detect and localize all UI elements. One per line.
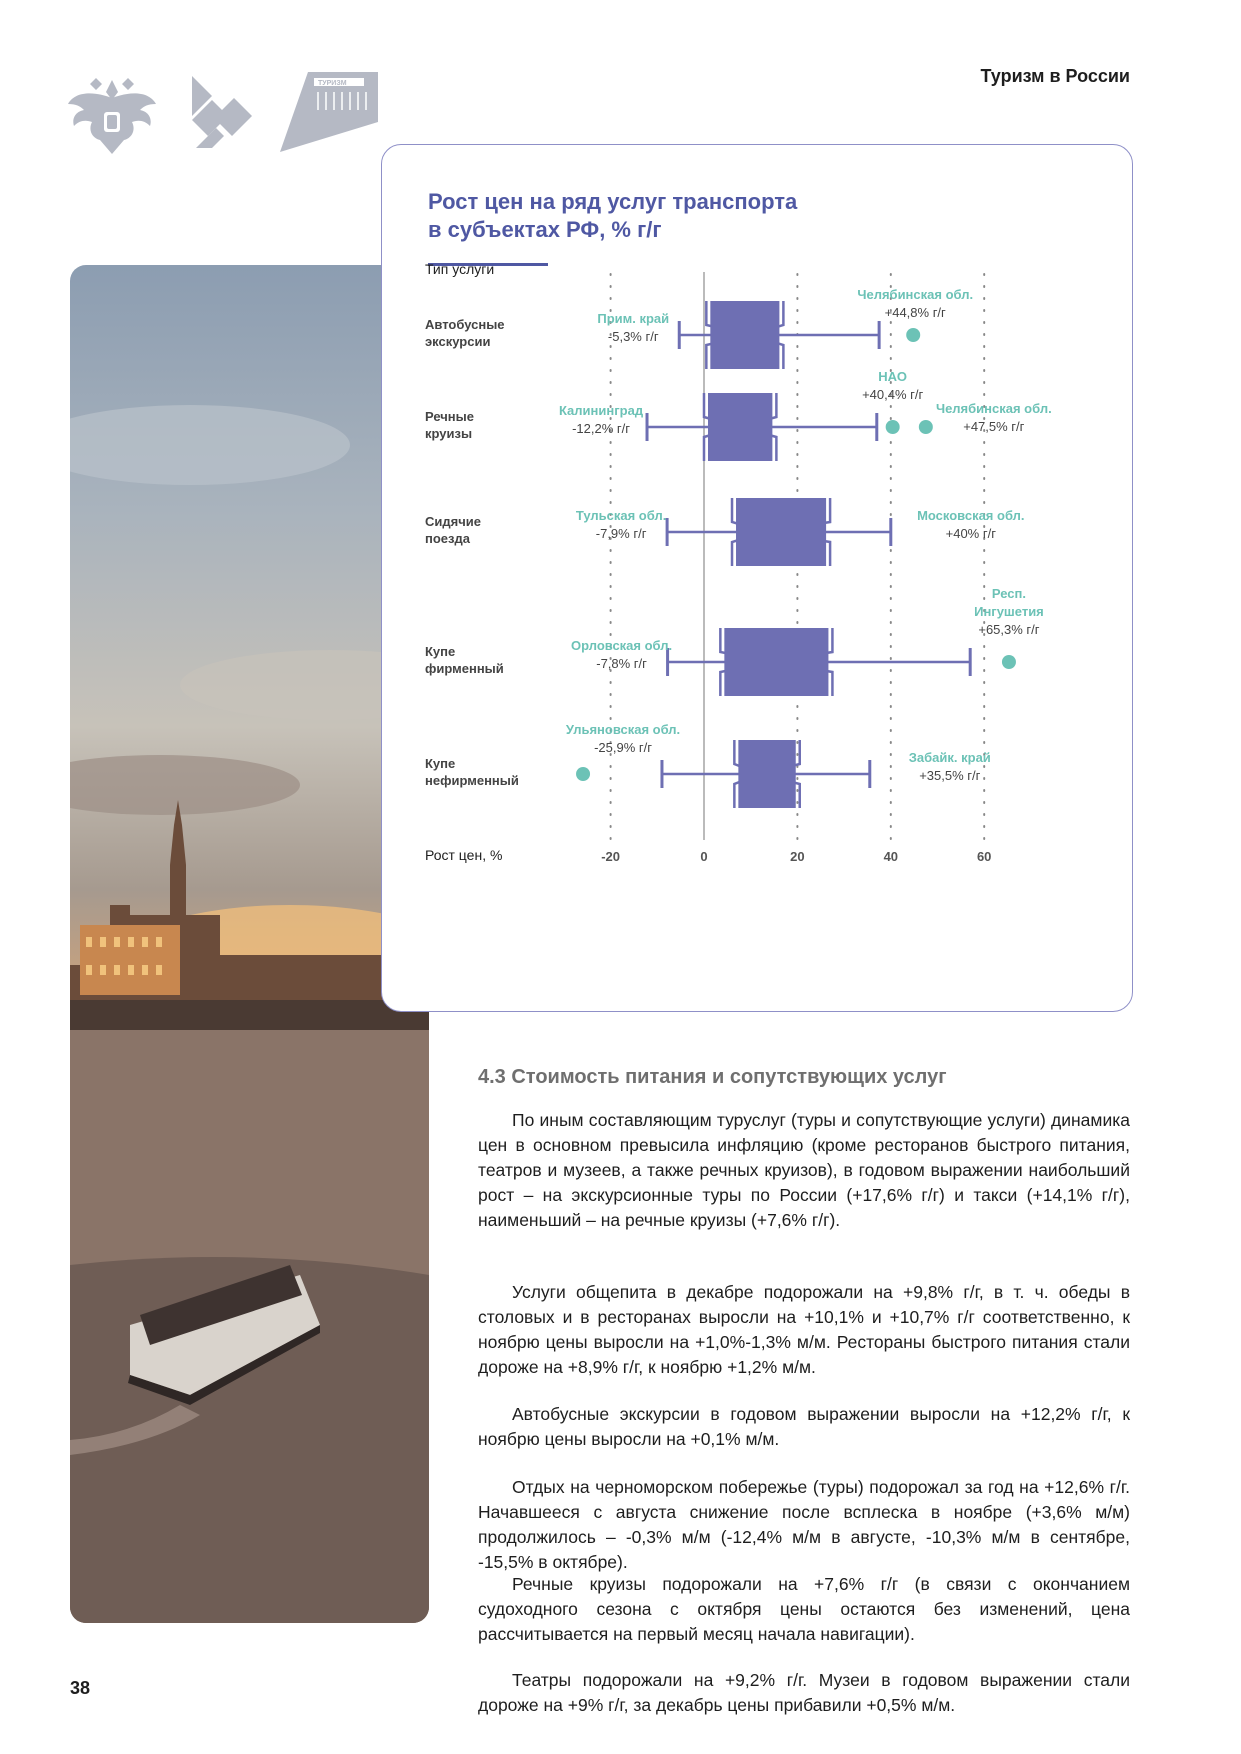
tourism-logo-text: ТУРИЗМ: [318, 80, 347, 87]
min-region-label: Тульская обл.: [575, 508, 667, 523]
y-axis-title: Тип услуги: [425, 261, 495, 277]
category-label: поезда: [425, 531, 470, 546]
chart-title-line-1: Рост цен на ряд услуг транспорта: [428, 189, 798, 214]
min-value-label: -7,9% г/г: [595, 526, 647, 541]
min-value-label: -7,8% г/г: [596, 656, 647, 671]
outlier-region-label: Ингушетия: [974, 604, 1044, 619]
paragraph-6: Театры подорожали на +9,2% г/г. Музеи в годовом выражении стали дороже на +9% г/г, за декабрь цены прибавили +0,5% м/м.: [478, 1670, 1130, 1715]
min-region-label: Калининград: [558, 403, 644, 418]
x-tick-label: 0: [700, 849, 708, 864]
outlier-value-label: +47,5% г/г: [963, 419, 1025, 434]
category-label: Речные: [425, 409, 474, 424]
paragraph-3: Автобусные экскурсии в годовом выражении выросли на +12,2% г/г, к ноябрю цены выросли на +0,1% м/м.: [478, 1404, 1130, 1449]
paragraph-2: Услуги общепита в декабре подорожали на +9,8% г/г, в т. ч. обеды в столовых и в ресторанах выросли на +10,1% и +10,7% г/г соответственно, к ноябрю цены выросли на +1,0%-1,3% м/м. Рестораны быстрого питания стали дороже на +8,9% г/г, к ноябрю +1,2% м/м.: [478, 1282, 1130, 1377]
category-label: Сидячие: [425, 514, 481, 529]
paragraph-4: Отдых на черноморском побережье (туры) подорожал за год на +12,6% г/г. Начавшееся с августа снижение после всплеска в ноябре (+3,6% м/м) продолжилось – -0,3% м/м (-12,4% м/м в августе, -10,3% м/м в сентябре, -15,5% в октябре).: [478, 1477, 1130, 1572]
min-value-label: -5,3% г/г: [607, 329, 659, 344]
x-tick-label: 60: [976, 849, 992, 864]
ministry-logo-icon: [188, 74, 254, 150]
outlier-point: [906, 328, 920, 342]
outlier-value-label: +44,8% г/г: [884, 305, 946, 320]
tourism-logo-icon: [278, 70, 382, 154]
category-label: Купе: [425, 644, 456, 659]
x-tick-label: -20: [601, 849, 620, 864]
max-value-label: +40% г/г: [945, 526, 996, 541]
outlier-point: [886, 420, 900, 434]
x-axis-title: Рост цен, %: [425, 847, 503, 863]
x-tick-label: 20: [790, 849, 805, 864]
paragraph-1: По иным составляющим туруслуг (туры и сопутствующие услуги) динамика цен в основном превысила инфляцию (кроме ресторанов быстрого питания, театров и музеев, а также речных круизов), в годовом выражении наибольший рост – на экскурсионные туры по России (+17,6% г/г) и такси (+14,1% г/г), наименьший – на речные круизы (+7,6% г/г).: [478, 1110, 1130, 1230]
min-value-label: -12,2% г/г: [572, 421, 630, 436]
box-iqr: [736, 498, 826, 566]
category-label: Автобусные: [425, 317, 505, 332]
category-label: нефирменный: [425, 773, 519, 788]
outlier-point: [576, 767, 590, 781]
outlier-value-label: +40,4% г/г: [862, 387, 924, 402]
category-label: экскурсии: [425, 334, 491, 349]
x-tick-label: 40: [883, 849, 899, 864]
max-region-label: Московская обл.: [917, 508, 1025, 523]
category-label: фирменный: [425, 661, 504, 676]
category-label: круизы: [425, 426, 473, 441]
box-iqr: [710, 301, 779, 369]
outlier-value-label: -25,9% г/г: [594, 740, 653, 755]
max-region-label: Забайк. край: [908, 750, 991, 765]
min-region-label: Орловская обл.: [571, 638, 673, 653]
photo-illustration: [70, 265, 429, 1623]
box-iqr: [738, 740, 795, 808]
coat-of-arms-icon: [66, 70, 158, 156]
moscow-river-photo: [70, 265, 429, 1623]
outlier-point: [919, 420, 933, 434]
outlier-region-label: Респ.: [991, 586, 1027, 601]
chart-title-line-2: в субъектах РФ, % г/г: [428, 217, 662, 242]
outlier-region-label: НАО: [878, 369, 908, 384]
outlier-point: [1002, 655, 1016, 669]
outlier-region-label: Ульяновская обл.: [565, 722, 681, 737]
section-heading: 4.3 Стоимость питания и сопутствующих услуг: [478, 1066, 947, 1088]
boxplot-chart: [381, 144, 1131, 1010]
box-iqr: [724, 628, 828, 696]
min-region-label: Прим. край: [597, 311, 670, 326]
paragraph-5: Речные круизы подорожали на +7,6% г/г (в связи с окончанием судоходного сезона с октября цены остаются без изменений, цена рассчитывается на первый месяц начала навигации).: [478, 1574, 1130, 1644]
category-label: Купе: [425, 756, 456, 771]
box-iqr: [708, 393, 772, 461]
outlier-region-label: Челябинская обл.: [857, 287, 974, 302]
outlier-region-label: Челябинская обл.: [935, 401, 1052, 416]
page-number: 38: [70, 1678, 91, 1698]
outlier-value-label: +65,3% г/г: [978, 622, 1040, 637]
max-value-label: +35,5% г/г: [919, 768, 981, 783]
running-header: Туризм в России: [980, 66, 1130, 86]
